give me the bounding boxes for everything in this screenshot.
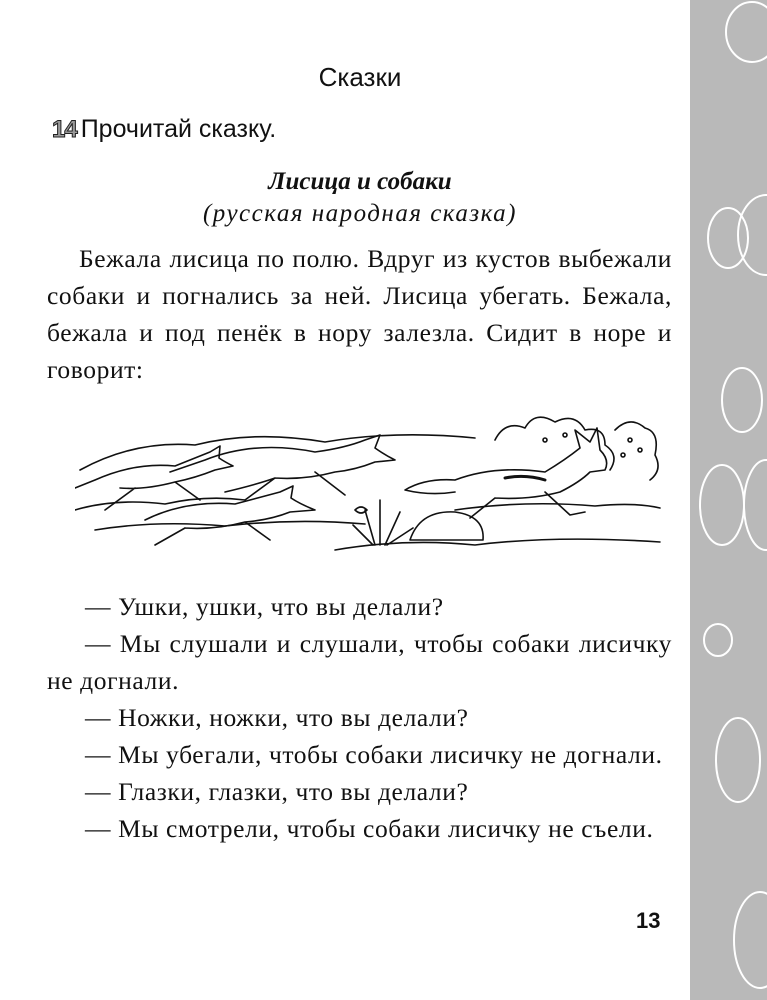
dialogue-line: — Ножки, ножки, что вы делали?	[85, 703, 469, 732]
side-decoration-strip	[690, 0, 767, 1000]
story-subtitle: (русская народная сказка)	[202, 200, 518, 227]
dialogue-line: — Мы смотрели, чтобы собаки лисичку не съели.	[85, 814, 654, 843]
dialogue-line: — Мы слушали и слушали, чтобы собаки лисичку не догнали.	[47, 629, 672, 695]
dialogue-line: — Мы убегали, чтобы собаки лисичку не догнали.	[85, 740, 663, 769]
story-intro-paragraph: Бежала лисица по полю. Вдруг из кустов выбежали собаки и погнались за ней. Лисица убегать. Бежала, бежала и под пенёк в нору залезла. Сидит в норе и говорит:	[47, 244, 672, 384]
task-heading	[52, 115, 276, 144]
dialogue-line: — Глазки, глазки, что вы делали?	[85, 777, 469, 806]
section-title: Сказки	[318, 62, 402, 92]
dialogue-block	[47, 588, 672, 847]
task-number: 14	[52, 115, 77, 143]
task-instruction: Прочитай сказку.	[80, 115, 277, 143]
bubble-decoration-icon	[690, 0, 767, 1000]
page-number: 13	[636, 908, 661, 933]
fox-and-dogs-illustration	[75, 400, 665, 560]
story-title: Лисица и собаки	[268, 168, 452, 195]
dialogue-line: — Ушки, ушки, что вы делали?	[85, 592, 444, 621]
